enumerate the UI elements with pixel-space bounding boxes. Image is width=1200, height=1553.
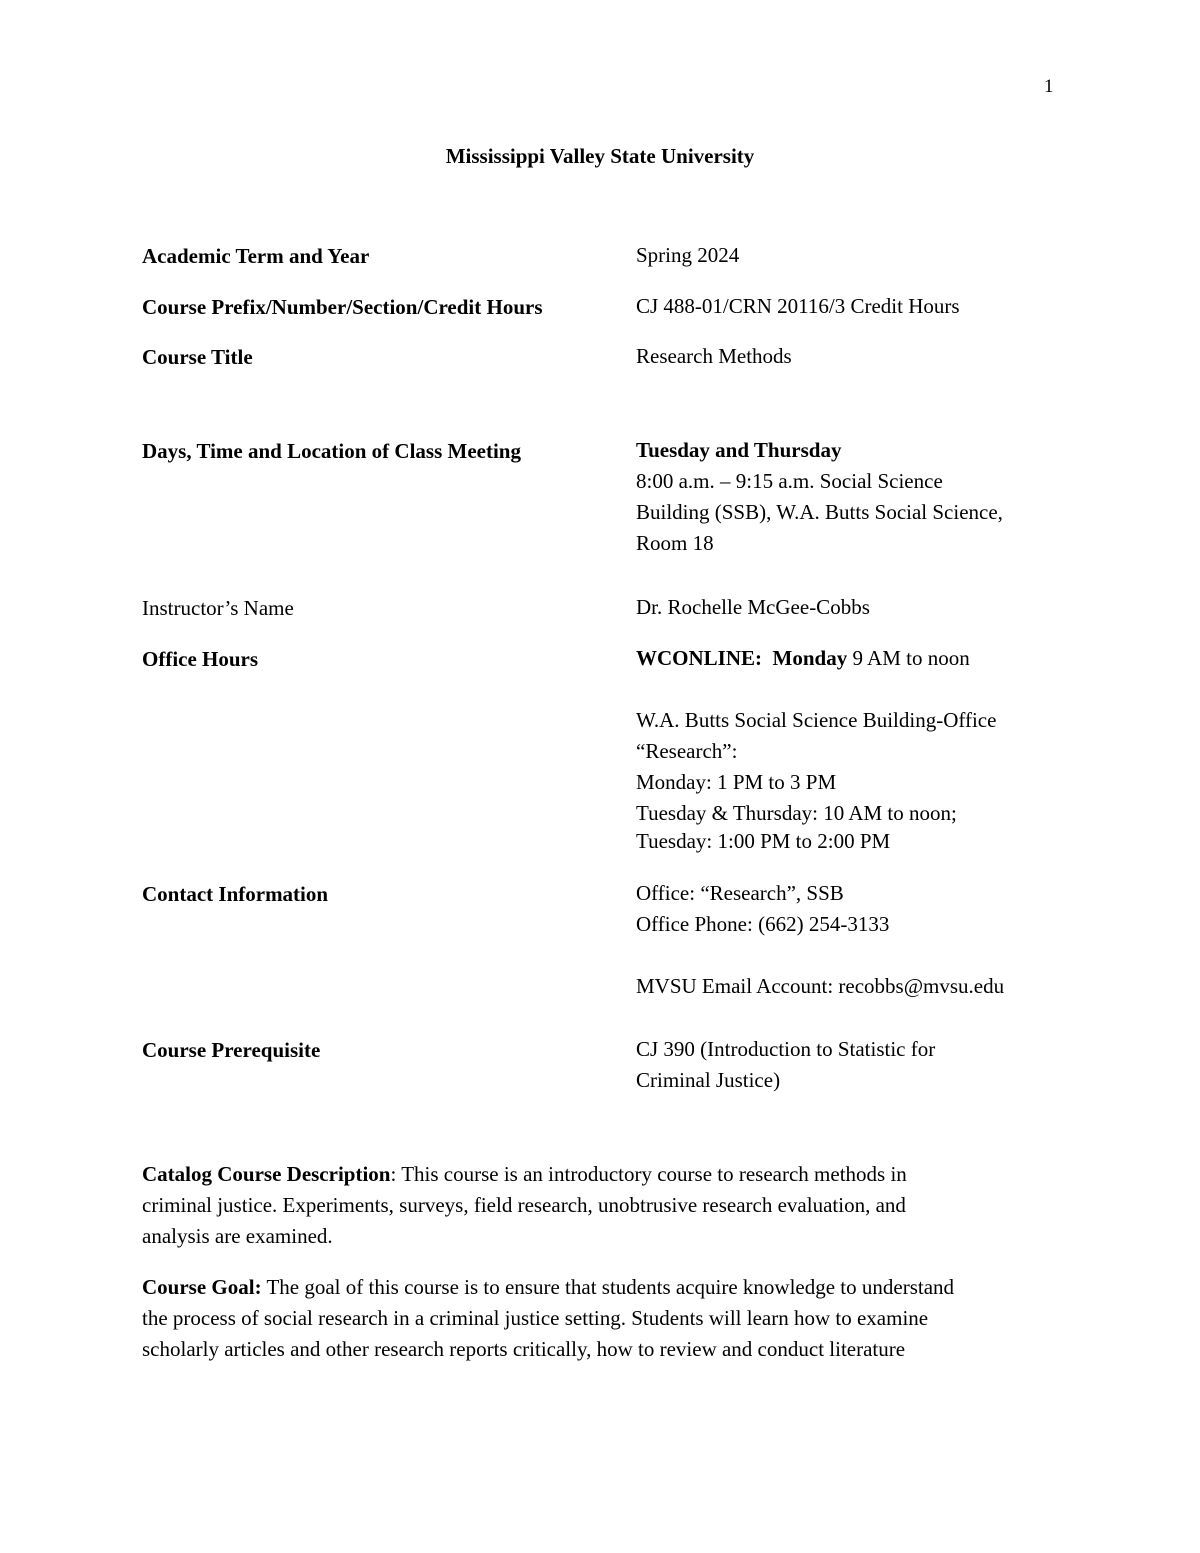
meeting-label: Days, Time and Location of Class Meeting	[142, 439, 521, 463]
catalog-heading: Catalog Course Description	[142, 1162, 391, 1186]
office-hours-line: “Research”:	[636, 739, 738, 763]
office-hours-line: W.A. Butts Social Science Building-Office	[636, 708, 997, 732]
instructor-label: Instructor’s Name	[142, 596, 294, 620]
catalog-line: analysis are examined.	[142, 1224, 333, 1248]
meeting-line: Room 18	[636, 531, 714, 555]
prereq-label: Course Prerequisite	[142, 1038, 321, 1062]
contact-phone: Office Phone: (662) 254-3133	[636, 912, 890, 936]
course-title-value	[636, 341, 1066, 372]
prefix-value	[636, 291, 1066, 322]
office-hours-line: Monday: 1 PM to 3 PM	[636, 770, 837, 794]
office-hours-line: Tuesday & Thursday: 10 AM to noon;	[636, 801, 957, 825]
page-number: 1	[1044, 76, 1054, 97]
goal-line: the process of social research in a criminal justice setting. Students will learn how to examine	[142, 1306, 929, 1330]
wconline-label: WCONLINE:	[636, 646, 763, 670]
meeting-value	[636, 435, 1066, 559]
course-title-label: Course Title	[142, 345, 253, 369]
contact-email-block	[636, 971, 1066, 1002]
prereq-line: Criminal Justice)	[636, 1068, 781, 1092]
university-title: Mississippi Valley State University	[445, 144, 755, 168]
prefix-text: CJ 488-01/CRN 20116/3 Credit Hours	[636, 294, 960, 318]
prefix-label: Course Prefix/Number/Section/Credit Hours	[142, 295, 543, 319]
office-hours-inperson	[636, 705, 1066, 854]
catalog-description	[142, 1159, 1062, 1252]
contact-office: Office: “Research”, SSB	[636, 881, 844, 905]
contact-label: Contact Information	[142, 882, 329, 906]
term-label: Academic Term and Year	[142, 244, 370, 268]
catalog-line: criminal justice. Experiments, surveys, field research, unobtrusive research evaluation, and	[142, 1193, 906, 1217]
term-value	[636, 240, 1066, 271]
course-title-text: Research Methods	[636, 344, 792, 368]
office-hours-label: Office Hours	[142, 647, 259, 671]
prereq-line: CJ 390 (Introduction to Statistic for	[636, 1037, 936, 1061]
contact-value	[636, 878, 1066, 940]
goal-line: scholarly articles and other research reports critically, how to review and conduct literature	[142, 1337, 906, 1361]
meeting-line: 8:00 a.m. – 9:15 a.m. Social Science	[636, 469, 943, 493]
prereq-value	[636, 1034, 1066, 1096]
goal-line: The goal of this course is to ensure that students acquire knowledge to understand	[261, 1275, 955, 1299]
contact-email: MVSU Email Account: recobbs@mvsu.edu	[636, 974, 1005, 998]
course-goal	[142, 1272, 1062, 1365]
meeting-line: Building (SSB), W.A. Butts Social Science,	[636, 500, 1003, 524]
term-text: Spring 2024	[636, 243, 740, 267]
goal-heading: Course Goal:	[142, 1275, 262, 1299]
office-hours-online	[636, 643, 1066, 674]
wconline-time: 9 AM to noon	[847, 646, 970, 670]
wconline-day: Monday	[772, 646, 848, 670]
meeting-days: Tuesday and Thursday	[636, 438, 842, 462]
instructor-value	[636, 592, 1066, 623]
instructor-text: Dr. Rochelle McGee-Cobbs	[636, 595, 870, 619]
office-hours-line: Tuesday: 1:00 PM to 2:00 PM	[636, 829, 891, 853]
catalog-line: : This course is an introductory course to research methods in	[390, 1162, 907, 1186]
